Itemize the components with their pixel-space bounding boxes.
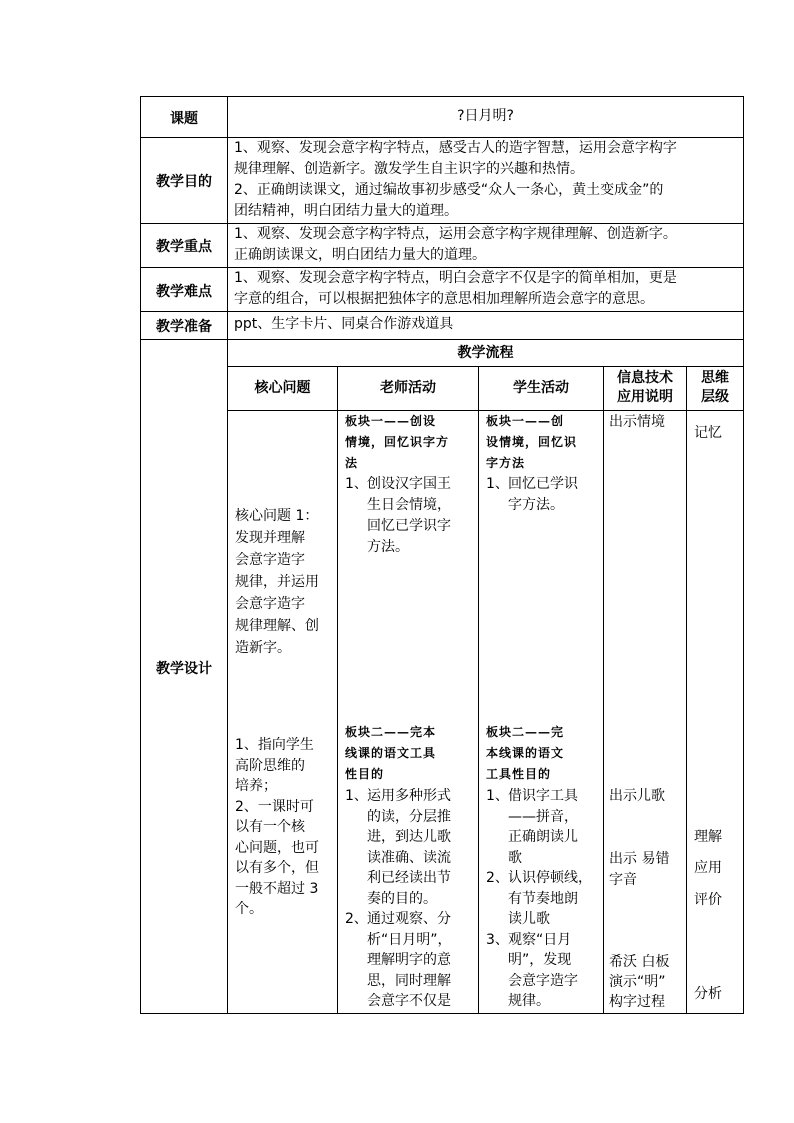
core-note-line: 一般不超过 3	[235, 880, 319, 897]
teacher-block1-title	[345, 411, 475, 474]
student-block1-list	[486, 474, 600, 516]
list-number: 3、	[486, 931, 509, 948]
header-level-line: 层级	[701, 389, 729, 405]
key-points-label: 教学重点	[156, 239, 212, 255]
core-note-line: 培养；	[235, 778, 277, 794]
list-line: 回忆已学识	[508, 476, 578, 492]
list-line: 规律。	[508, 993, 550, 1009]
level-evaluate: 评价	[694, 892, 722, 908]
list-number: 1、	[486, 476, 509, 492]
list-item	[345, 786, 475, 909]
block-title-line: 板块一——创设	[345, 414, 437, 428]
list-number: 1、	[345, 476, 368, 492]
list-line: ——拼音，	[508, 808, 578, 825]
list-line: 利已经读出节	[367, 870, 451, 886]
list-item	[345, 909, 475, 1012]
core-issue-line: 会意字造字	[235, 596, 305, 612]
tech-note-line: 构字过程	[609, 994, 665, 1010]
difficulties-line: 字意的组合，可以根据把独体字的意思相加理解所造会意字的意思。	[234, 291, 654, 307]
tech-note-line: 希沃 白板	[609, 954, 670, 970]
header-thinking-level	[687, 369, 743, 407]
core-note-line: 个。	[235, 901, 263, 917]
list-line: 歌	[508, 849, 522, 866]
list-line: 通过观察、分	[367, 911, 451, 927]
list-item	[345, 474, 475, 558]
student-block2-list	[486, 786, 600, 1012]
header-tech-line: 信息技术	[617, 370, 673, 386]
difficulties-label: 教学难点	[156, 284, 212, 300]
list-item	[486, 474, 600, 516]
tech-note-4	[609, 952, 685, 1012]
design-label: 教学设计	[156, 661, 212, 677]
list-line: 创设汉字国王	[367, 476, 451, 492]
list-number: 1、	[486, 788, 509, 804]
goals-line: 2、正确朗读课文，通过编故事初步感受“众人一条心，黄土变成金”的	[234, 182, 664, 198]
list-line: 的读，分层推	[367, 808, 451, 825]
level-memory: 记忆	[694, 425, 722, 441]
goals-line: 团结精神，明白团结力量大的道理。	[234, 203, 458, 219]
block-title-line: 本线课的语文	[486, 746, 565, 760]
preparation-label: 教学准备	[156, 319, 212, 335]
teacher-block1-list	[345, 474, 475, 558]
list-line: 明”，发现	[508, 952, 572, 968]
list-line: 奏的目的。	[367, 890, 437, 907]
tech-note-1: 出示情境	[609, 414, 665, 430]
core-issue-line: 规律理解、创	[235, 618, 319, 634]
list-line: 生日会情境，	[367, 497, 451, 513]
teacher-block2-title	[345, 722, 475, 785]
core-note-line: 以有多个，但	[235, 860, 319, 876]
student-block2-title	[486, 722, 600, 785]
list-number: 1、	[345, 788, 368, 804]
core-note-line: 1、指向学生	[235, 737, 314, 753]
level-analyze: 分析	[694, 986, 722, 1002]
teacher-block2-list	[345, 786, 475, 1012]
core-issue-line: 规律，并运用	[235, 574, 319, 590]
student-block1-title	[486, 411, 600, 474]
key-points-text	[234, 224, 742, 266]
block-title-line: 法	[345, 456, 359, 470]
core-issue-line: 核心问题 1：	[235, 508, 319, 524]
core-issue-line: 发现并理解	[235, 530, 305, 546]
header-tech-notes	[604, 369, 686, 407]
list-number: 2、	[486, 870, 509, 886]
list-line: 借识字工具	[508, 788, 578, 804]
tech-note-3	[609, 849, 685, 891]
block-title-line: 设情境，回忆识	[486, 435, 578, 449]
list-line: 进，到达儿歌	[367, 829, 451, 845]
core-note-line: 以有一个核	[235, 819, 305, 835]
list-line: 会意字造字	[508, 972, 578, 989]
list-line: 运用多种形式	[367, 788, 451, 804]
header-tech-line: 应用说明	[617, 389, 673, 405]
goals-text	[234, 138, 742, 222]
level-apply: 应用	[694, 860, 722, 876]
core-notes	[235, 735, 335, 920]
tech-note-2: 出示儿歌	[609, 788, 665, 804]
header-student-activity: 学生活动	[513, 380, 569, 396]
list-line: 理解明字的意	[367, 952, 451, 968]
goals-line: 1、观察、发现会意字构字特点，感受古人的造字智慧，运用会意字构字	[234, 140, 677, 156]
core-issue-line: 会意字造字	[235, 552, 305, 568]
core-note-line: 2、一课时可	[235, 798, 314, 815]
block-title-line: 字方法	[486, 456, 526, 470]
level-understand: 理解	[694, 829, 722, 845]
block-title-line: 板块二——完本	[345, 725, 437, 739]
list-item	[486, 930, 600, 1012]
block-title-line: 性目的	[345, 767, 385, 781]
list-line: 读准确、读流	[367, 849, 451, 866]
list-line: 会意字不仅是	[367, 993, 451, 1009]
list-line: 有节奏地朗	[508, 890, 578, 907]
list-line: 认识停顿线，	[508, 870, 592, 886]
goals-line: 规律理解、创造新字。激发学生自主识字的兴趣和热情。	[234, 161, 584, 177]
core-note-line: 心问题，也可	[235, 839, 319, 856]
preparation-text: ppt、生字卡片、同桌合作游戏道具	[234, 316, 454, 332]
list-line: 正确朗读儿	[508, 829, 578, 845]
key-points-line: 1、观察、发现会意字构字特点，运用会意字构字规律理解、创造新字。	[234, 226, 677, 242]
block-title-line: 线课的语文工具	[345, 746, 437, 760]
list-line: 析“日月明”，	[367, 931, 452, 948]
tech-note-line: 演示“明”	[609, 974, 666, 990]
block-title-line: 工具性目的	[486, 767, 552, 781]
topic-value: ?日月明?	[457, 108, 514, 124]
list-line: 方法。	[367, 539, 409, 555]
tech-note-line: 字音	[609, 872, 637, 888]
topic-label: 课题	[170, 111, 198, 127]
difficulties-text	[234, 268, 742, 310]
header-core-issue: 核心问题	[254, 380, 311, 396]
tech-note-line: 出示 易错	[609, 851, 670, 867]
list-line: 字方法。	[508, 497, 564, 513]
list-line: 回忆已学识字	[367, 518, 451, 534]
block-title-line: 情境，回忆识字方	[345, 435, 450, 449]
list-line: 思，同时理解	[367, 972, 451, 989]
list-line: 读儿歌	[508, 911, 550, 927]
header-teacher-activity: 老师活动	[380, 380, 436, 396]
difficulties-line: 1、观察、发现会意字构字特点，明白会意字不仅是字的简单相加，更是	[234, 270, 677, 286]
block-title-line: 板块二——完	[486, 725, 565, 739]
key-points-line: 正确朗读课文，明白团结力量大的道理。	[234, 247, 486, 263]
core-issue-line: 造新字。	[235, 640, 291, 656]
flow-title: 教学流程	[457, 345, 514, 361]
list-item	[486, 786, 600, 868]
goals-label: 教学目的	[156, 174, 212, 190]
list-number: 2、	[345, 911, 368, 927]
core-issue-1	[235, 505, 335, 659]
list-line: 观察“日月	[508, 931, 572, 948]
list-item	[486, 868, 600, 930]
block-title-line: 板块一——创	[486, 414, 565, 428]
header-level-line: 思维	[701, 370, 729, 386]
core-note-line: 高阶思维的	[235, 757, 305, 774]
